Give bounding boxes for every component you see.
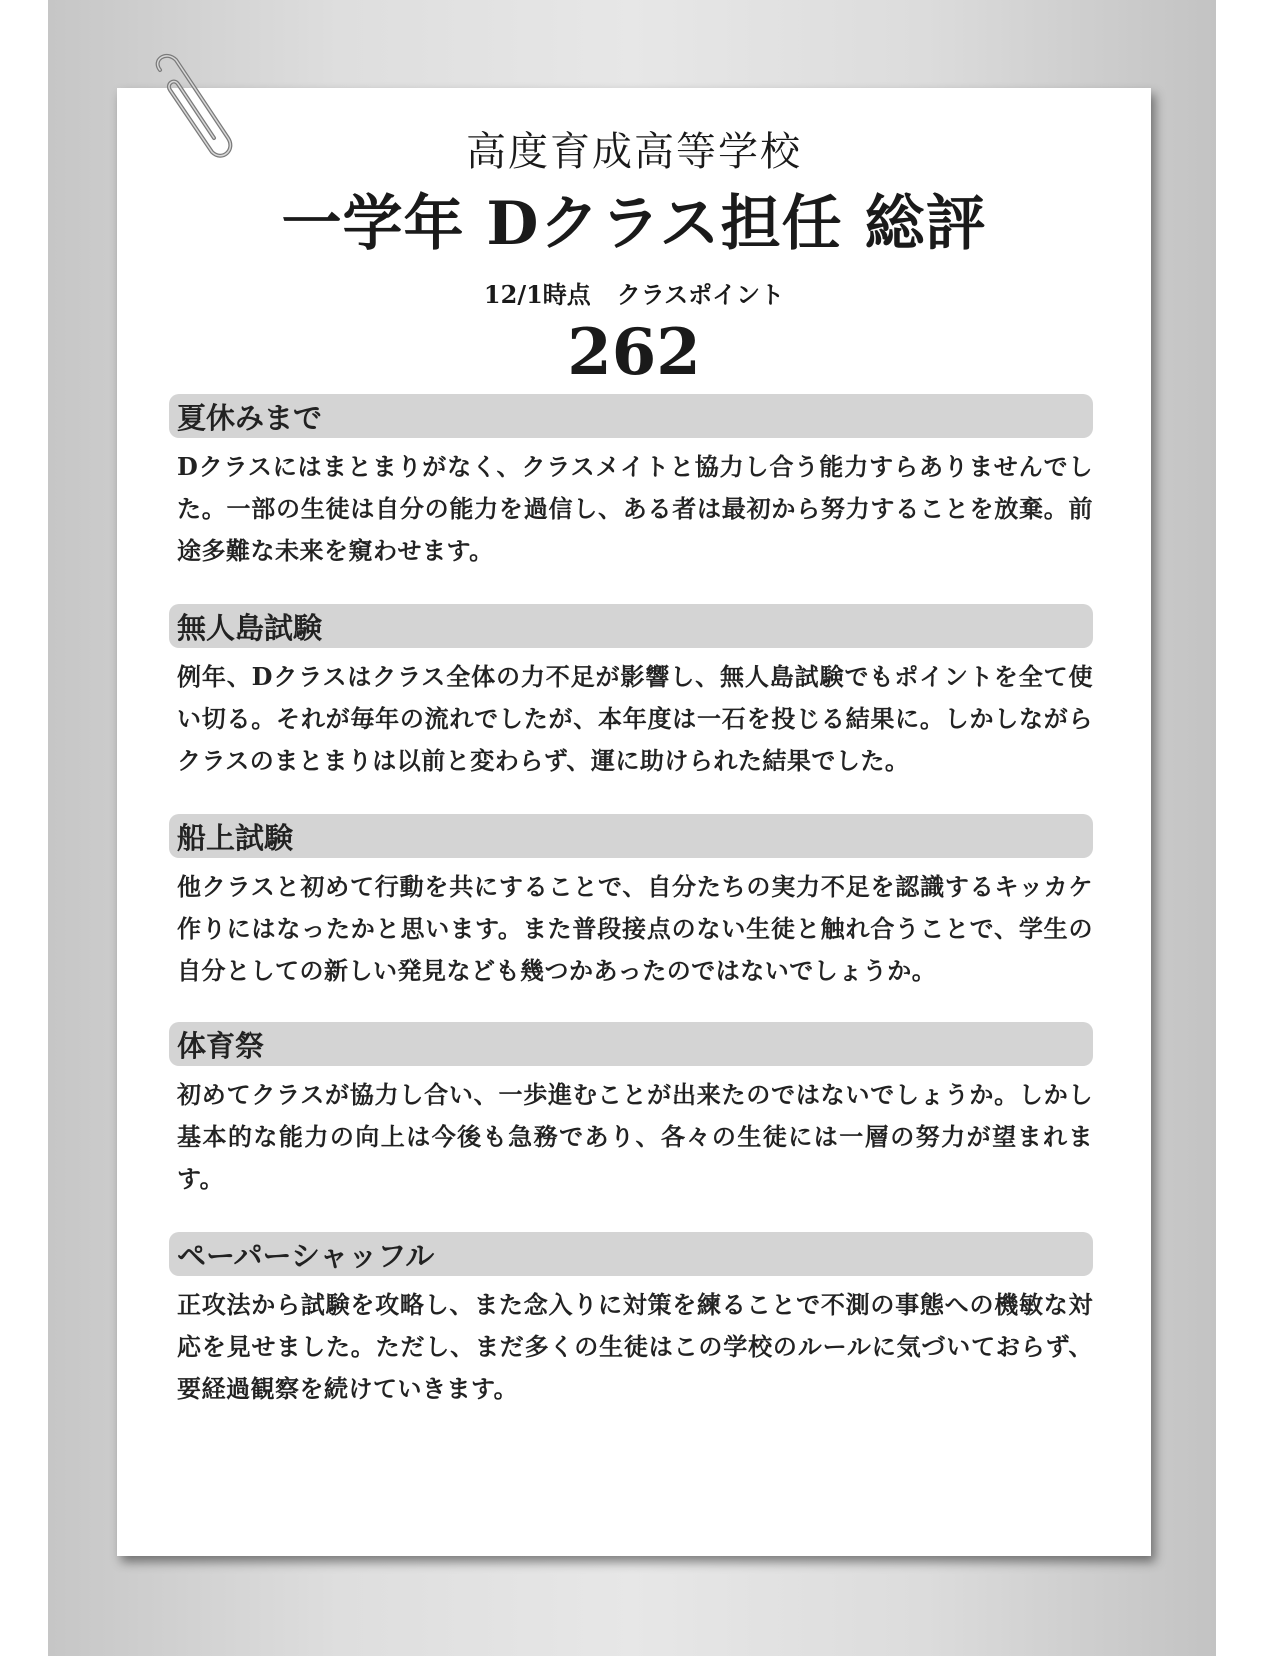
report-sheet — [117, 88, 1151, 1556]
school-name: 高度育成高等学校 — [466, 129, 802, 175]
section-island-exam — [169, 604, 1093, 782]
section-heading-bar — [169, 814, 1093, 858]
section-sports-festival — [169, 1022, 1093, 1200]
section-body: 他クラスと初めて行動を共にすることで、自分たちの実力不足を認識するキッカケ作りにはなったかと思います。また普段接点のない生徒と触れ合うことで、学生の自分としての新しい発見なども幾つかあったのではないでしょうか。 — [177, 872, 1093, 985]
section-body: 初めてクラスが協力し合い、一歩進むことが出来たのではないでしょうか。しかし基本的な能力の向上は今後も急務であり、各々の生徒には一層の努力が望まれます。 — [177, 1080, 1093, 1193]
section-title: 体育祭 — [177, 1028, 265, 1063]
section-paper-shuffle — [169, 1232, 1093, 1410]
section-summer — [169, 394, 1093, 572]
points-caption: クラスポイント — [616, 280, 785, 309]
section-title: 無人島試験 — [177, 610, 323, 645]
paperclip-icon — [148, 52, 238, 162]
section-ship-exam — [169, 814, 1093, 992]
report-header — [117, 126, 1151, 390]
class-points-label — [117, 278, 1151, 312]
points-date: 12/1時点 — [483, 280, 591, 309]
section-body: Dクラスにはまとまりがなく、クラスメイトと協力し合う能力すらありませんでした。一部の生徒は自分の能力を過信し、ある者は最初から努力することを放棄。前途多難な未来を窺わせます。 — [177, 452, 1093, 565]
section-heading-bar — [169, 604, 1093, 648]
report-title: 一学年 Dクラス担任 総評 — [281, 189, 987, 259]
section-heading-bar — [169, 394, 1093, 438]
section-heading-bar — [169, 1232, 1093, 1276]
section-title: 夏休みまで — [177, 400, 323, 435]
section-title: ペーパーシャッフル — [177, 1238, 435, 1273]
section-body: 例年、Dクラスはクラス全体の力不足が影響し、無人島試験でもポイントを全て使い切る。それが毎年の流れでしたが、本年度は一石を投じる結果に。しかしながらクラスのまとまりは以前と変わらず、運に助けられた結果でした。 — [177, 662, 1093, 775]
section-title: 船上試験 — [177, 820, 294, 855]
class-points-value: 262 — [567, 315, 701, 390]
section-heading-bar — [169, 1022, 1093, 1066]
section-body: 正攻法から試験を攻略し、また念入りに対策を練ることで不測の事態への機敏な対応を見せました。ただし、まだ多くの生徒はこの学校のルールに気づいておらず、要経過観察を続けていきます。 — [177, 1290, 1093, 1403]
